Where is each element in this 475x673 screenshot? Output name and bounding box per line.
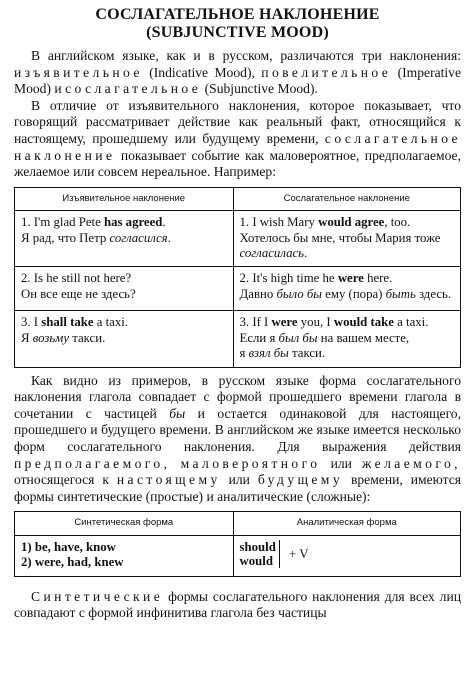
text: согласилась bbox=[239, 245, 304, 260]
column-header: Синтетическая форма bbox=[15, 512, 234, 535]
text: здесь. bbox=[415, 286, 452, 301]
table-cell bbox=[15, 211, 234, 267]
table-cell bbox=[233, 267, 460, 311]
text: a taxi. bbox=[93, 315, 128, 330]
column-header: Сослагательное наклонение bbox=[233, 187, 460, 210]
paragraph-1 bbox=[14, 48, 461, 98]
text: has agreed bbox=[103, 215, 163, 230]
text: would bbox=[239, 554, 273, 569]
text: я bbox=[239, 346, 249, 361]
text: would agree bbox=[318, 215, 385, 230]
text: . bbox=[303, 245, 308, 260]
paragraph-4 bbox=[14, 589, 461, 622]
term-imperative: повелительное bbox=[261, 64, 392, 80]
text: 1) be, have, know bbox=[21, 539, 116, 554]
table-cell bbox=[15, 267, 234, 311]
text: такси. bbox=[69, 330, 106, 345]
text: формы сослагательного наклонения для всех лиц совпадают с формой инфинитива глагола без частицы bbox=[14, 588, 461, 621]
text: shall take bbox=[41, 315, 94, 330]
paragraph-3 bbox=[14, 373, 461, 506]
text: ему (пора) bbox=[321, 286, 386, 301]
text: . bbox=[162, 215, 166, 230]
title-line-1: СОСЛАГАТЕЛЬНОЕ НАКЛОНЕНИЕ bbox=[95, 6, 380, 23]
text: should bbox=[239, 540, 276, 555]
term-future: будущему bbox=[257, 472, 344, 488]
text: показывает событие как маловероятное, предполагаемое, желаемое или совсем нереальное. Например: bbox=[14, 147, 461, 180]
text: were bbox=[271, 315, 298, 330]
text: a taxi. bbox=[393, 315, 429, 330]
text: . bbox=[167, 230, 171, 245]
text: был бы bbox=[278, 330, 318, 345]
page-title bbox=[14, 6, 461, 42]
text: такси. bbox=[288, 346, 326, 361]
table-cell bbox=[15, 535, 234, 576]
text: согласился bbox=[109, 230, 168, 245]
text: + V bbox=[289, 547, 309, 562]
text: В отличие от изъявительного наклонения, которое показывает, что говорящий рассматривает действие как реальный факт, относящийся к настоящему, прошедшему или будущему времени, bbox=[14, 97, 461, 146]
table-header-row bbox=[15, 512, 461, 535]
term-indicative: изъявительное bbox=[14, 64, 143, 80]
term-unlikely: маловероятного bbox=[180, 455, 321, 471]
table-row bbox=[15, 535, 461, 576]
text: Хотелось бы мне, чтобы Мария тоже bbox=[239, 230, 441, 245]
text: Если я bbox=[239, 330, 279, 345]
paragraph-2 bbox=[14, 98, 461, 181]
text: Как видно из примеров, в русском языке форма сослагательного наклонения глагола совпадает с формой прошедшего времени глагола в сочетании с частицей bbox=[14, 372, 461, 421]
text: В английском языке, как и в русском, различаются три наклонения: bbox=[31, 48, 461, 63]
text: Он все еще не здесь? bbox=[21, 286, 136, 301]
term-synthetic: Синтетические bbox=[31, 588, 164, 604]
text: бы bbox=[169, 405, 186, 421]
text: 1. I'm glad Pete bbox=[21, 215, 104, 230]
text: Я рад, что Петр bbox=[21, 230, 110, 245]
term-subjunctive: сослагательное bbox=[65, 81, 202, 97]
term-present: настоящему bbox=[116, 472, 221, 488]
term-subjunctive-mood: сослагательное наклонение bbox=[14, 130, 461, 163]
table-cell bbox=[233, 535, 460, 576]
table-row bbox=[15, 211, 461, 267]
column-header: Изъявительное наклонение bbox=[15, 187, 234, 210]
text: (Subjunctive Mood). bbox=[204, 81, 318, 97]
text: 2. Is he still not here? bbox=[21, 271, 132, 286]
table-row bbox=[15, 267, 461, 311]
text: было бы bbox=[276, 286, 322, 301]
text: (Indicative Mood), bbox=[149, 64, 255, 80]
text: 3. If I bbox=[239, 315, 272, 330]
text: , too. bbox=[384, 215, 411, 230]
text: 3. I bbox=[21, 315, 42, 330]
text: (Imperative Mood) и bbox=[14, 64, 462, 97]
text: you, I bbox=[297, 315, 334, 330]
text: относящегося к bbox=[14, 472, 117, 488]
text: взял бы bbox=[248, 346, 289, 361]
text: и остается одинаковой для настоящего, прошедшего и будущего времени. В английском же языке имеется несколько форм сослагательного наклонения. Для выражения действия bbox=[14, 405, 462, 454]
term-desired: желаемого, bbox=[362, 455, 461, 471]
text: 2. It's high time he bbox=[239, 271, 338, 286]
text: на вашем месте, bbox=[317, 330, 410, 345]
table-cell bbox=[233, 211, 460, 267]
text: или bbox=[320, 455, 363, 471]
table-header-row bbox=[15, 187, 461, 210]
text: Я bbox=[21, 330, 33, 345]
table-cell bbox=[15, 311, 234, 367]
column-header: Аналитическая форма bbox=[233, 512, 460, 535]
text: here. bbox=[363, 271, 393, 286]
term-supposed: предполагаемого, bbox=[14, 455, 171, 471]
text: или bbox=[220, 472, 258, 488]
table-cell bbox=[233, 311, 460, 367]
text: быть bbox=[385, 286, 416, 301]
text: were bbox=[337, 271, 364, 286]
table-row bbox=[15, 311, 461, 367]
text: возьму bbox=[32, 330, 70, 345]
forms-table bbox=[14, 511, 461, 576]
title-line-2: (SUBJUNCTIVE MOOD) bbox=[146, 24, 329, 41]
text: времени, имеются формы синтетические (простые) и аналитические (сложные): bbox=[14, 472, 461, 504]
text: 1. I wish Mary bbox=[239, 215, 319, 230]
text: 2) were, had, knew bbox=[21, 555, 124, 570]
examples-table bbox=[14, 187, 461, 368]
text: would take bbox=[333, 315, 394, 330]
text: Давно bbox=[239, 286, 277, 301]
